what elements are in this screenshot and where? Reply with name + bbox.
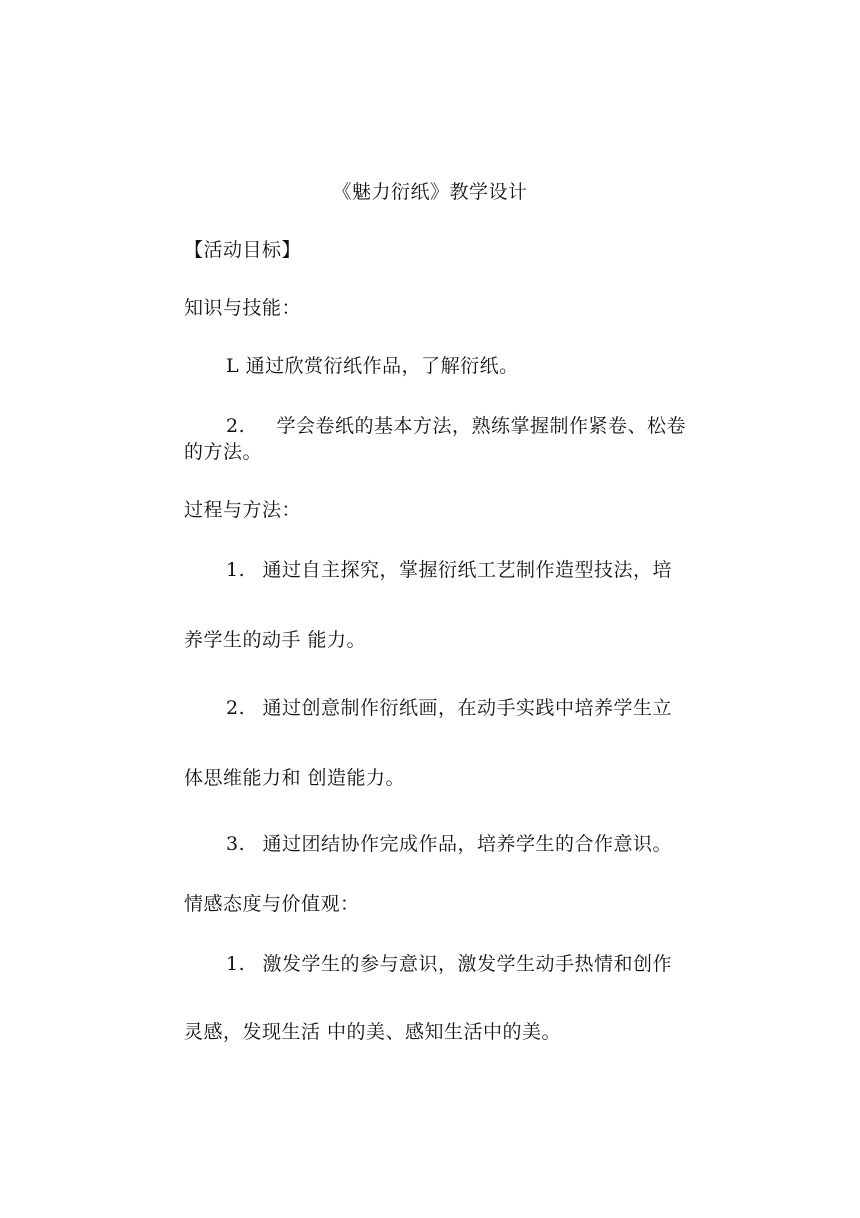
list-item-text: 激发学生的参与意识，激发学生动手热情和创作 <box>262 953 673 975</box>
list-number: 1. <box>226 559 246 581</box>
process-item-3 <box>226 832 672 856</box>
knowledge-heading: 知识与技能： <box>184 297 302 319</box>
knowledge-item-2 <box>226 414 686 438</box>
list-number: 2. <box>226 697 246 719</box>
list-item-text: 通过自主探究，掌握衍纸工艺制作造型技法，培 <box>262 559 673 581</box>
process-item-2-continuation: 体思维能力和 创造能力。 <box>184 767 406 789</box>
page-title: 《魅力衍纸》教学设计 <box>332 181 528 203</box>
list-item-text: 学会卷纸的基本方法，熟练掌握制作紧卷、松卷 <box>276 415 687 437</box>
list-item-text: 通过创意制作衍纸画，在动手实践中培养学生立 <box>262 697 673 719</box>
list-item-text: 通过团结协作完成作品，培养学生的合作意识。 <box>262 833 673 855</box>
emotion-heading: 情感态度与价值观： <box>184 893 360 915</box>
knowledge-item-2-continuation: 的方法。 <box>184 441 263 463</box>
knowledge-item-1: L 通过欣赏衍纸作品，了解衍纸。 <box>226 355 519 377</box>
process-item-1 <box>226 558 672 582</box>
list-number: 3. <box>226 833 246 855</box>
list-number: 2. <box>226 415 246 437</box>
process-heading: 过程与方法： <box>184 499 302 521</box>
section-heading: 【活动目标】 <box>184 239 302 261</box>
emotion-item-1 <box>226 952 672 976</box>
list-number: 1. <box>226 953 246 975</box>
emotion-item-1-continuation: 灵感，发现生活 中的美、感知生活中的美。 <box>184 1021 562 1043</box>
process-item-1-continuation: 养学生的动手 能力。 <box>184 629 367 651</box>
process-item-2 <box>226 696 672 720</box>
